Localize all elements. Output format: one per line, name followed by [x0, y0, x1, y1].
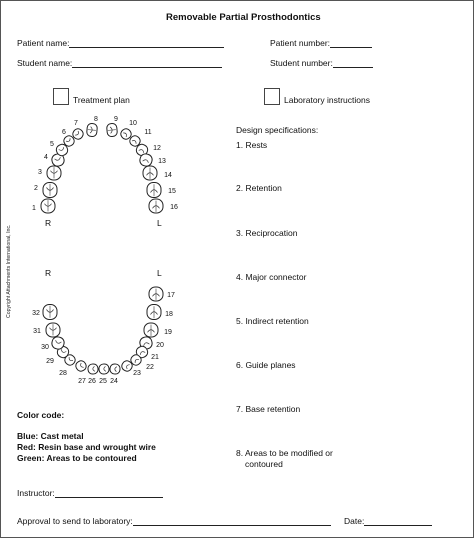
lower-tooth-number: 28: [59, 370, 67, 377]
lower-tooth-number: 21: [151, 354, 159, 361]
instructor-label: Instructor:: [17, 488, 55, 498]
lower-tooth-number: 29: [46, 358, 54, 365]
student-number-label: Student number:: [270, 58, 333, 68]
lower-tooth-26[interactable]: [88, 364, 99, 375]
lower-tooth-number: 22: [146, 364, 154, 371]
patient-name-label: Patient name:: [17, 38, 70, 48]
upper-tooth-1[interactable]: [41, 199, 55, 213]
upper-tooth-8[interactable]: [86, 123, 97, 137]
lower-tooth-18[interactable]: [147, 305, 161, 320]
upper-tooth-number: 13: [158, 158, 166, 165]
lower-tooth-number: 26: [88, 378, 96, 385]
design-item-major-connector: 4. Major connector: [236, 272, 307, 282]
lower-tooth-31[interactable]: [46, 323, 60, 337]
upper-tooth-number: 9: [114, 116, 118, 123]
lower-tooth-number: 19: [164, 329, 172, 336]
laboratory-instructions-label: Laboratory instructions: [284, 95, 370, 105]
upper-tooth-number: 4: [44, 154, 48, 161]
treatment-plan-label: Treatment plan: [73, 95, 130, 105]
upper-tooth-9[interactable]: [106, 123, 117, 137]
design-item-indirect-retention: 5. Indirect retention: [236, 316, 309, 326]
instructor-field[interactable]: [55, 489, 163, 498]
upper-tooth-16[interactable]: [149, 199, 163, 213]
upper-tooth-number: 2: [34, 185, 38, 192]
upper-tooth-number: 14: [164, 172, 172, 179]
design-item-areas-modified: 8. Areas to be modified or: [236, 448, 333, 458]
upper-tooth-15[interactable]: [147, 183, 161, 198]
design-item-guide-planes: 6. Guide planes: [236, 360, 296, 370]
upper-tooth-number: 8: [94, 116, 98, 123]
upper-tooth-number: 11: [144, 129, 152, 136]
lower-tooth-number: 31: [33, 328, 41, 335]
upper-tooth-number: 10: [129, 120, 137, 127]
color-code-heading: Color code:: [17, 410, 65, 420]
lower-tooth-17[interactable]: [149, 287, 163, 301]
date-field[interactable]: [364, 517, 432, 526]
lower-tooth-32[interactable]: [43, 305, 57, 320]
lower-tooth-number: 27: [78, 378, 86, 385]
upper-tooth-number: 16: [170, 204, 178, 211]
approval-row: [17, 516, 331, 526]
upper-left-side-label: L: [157, 218, 162, 228]
lower-tooth-number: 18: [165, 311, 173, 318]
approval-label: Approval to send to laboratory:: [17, 516, 133, 526]
upper-tooth-number: 12: [153, 145, 161, 152]
patient-number-label: Patient number:: [270, 38, 331, 48]
copyright-text: Copyright Attachments International, Inc.: [6, 224, 12, 318]
lower-left-side-label: L: [157, 268, 162, 278]
upper-tooth-number: 7: [74, 120, 78, 127]
student-name-label: Student name:: [17, 58, 73, 68]
upper-tooth-number: 1: [32, 205, 36, 212]
lower-tooth-number: 25: [99, 378, 107, 385]
color-code-blue: Blue: Cast metal: [17, 431, 84, 441]
upper-tooth-14[interactable]: [143, 166, 157, 180]
lower-tooth-number: 24: [110, 378, 118, 385]
color-code-red: Red: Resin base and wrought wire: [17, 442, 156, 452]
upper-right-side-label: R: [45, 218, 52, 228]
lower-tooth-25[interactable]: [99, 364, 110, 375]
upper-tooth-number: 3: [38, 169, 42, 176]
design-item-reciprocation: 3. Reciprocation: [236, 228, 298, 238]
upper-tooth-3[interactable]: [47, 166, 61, 180]
lower-tooth-24[interactable]: [110, 364, 121, 375]
form-title: Removable Partial Prosthodontics: [166, 12, 321, 23]
design-item-base-retention: 7. Base retention: [236, 404, 301, 414]
upper-tooth-2[interactable]: [43, 183, 57, 198]
lower-right-side-label: R: [45, 268, 52, 278]
lower-tooth-number: 20: [156, 342, 164, 349]
upper-tooth-number: 6: [62, 129, 66, 136]
lower-tooth-number: 17: [167, 292, 175, 299]
color-code-green: Green: Areas to be contoured: [17, 453, 137, 463]
instructor-row: [17, 488, 163, 498]
design-item-retention: 2. Retention: [236, 183, 282, 193]
lower-tooth-27[interactable]: [74, 359, 88, 373]
design-item-areas-modified-cont: contoured: [245, 459, 283, 469]
lower-tooth-number: 32: [32, 310, 40, 317]
date-label: Date:: [344, 516, 365, 526]
design-specs-heading: Design specifications:: [236, 125, 319, 135]
upper-tooth-number: 15: [168, 188, 176, 195]
lower-tooth-19[interactable]: [144, 323, 158, 337]
design-item-rests: 1. Rests: [236, 140, 268, 150]
lower-tooth-number: 30: [41, 344, 49, 351]
approval-field[interactable]: [133, 517, 331, 526]
date-row: [344, 516, 432, 526]
upper-tooth-number: 5: [50, 141, 54, 148]
lower-tooth-number: 23: [133, 370, 141, 377]
